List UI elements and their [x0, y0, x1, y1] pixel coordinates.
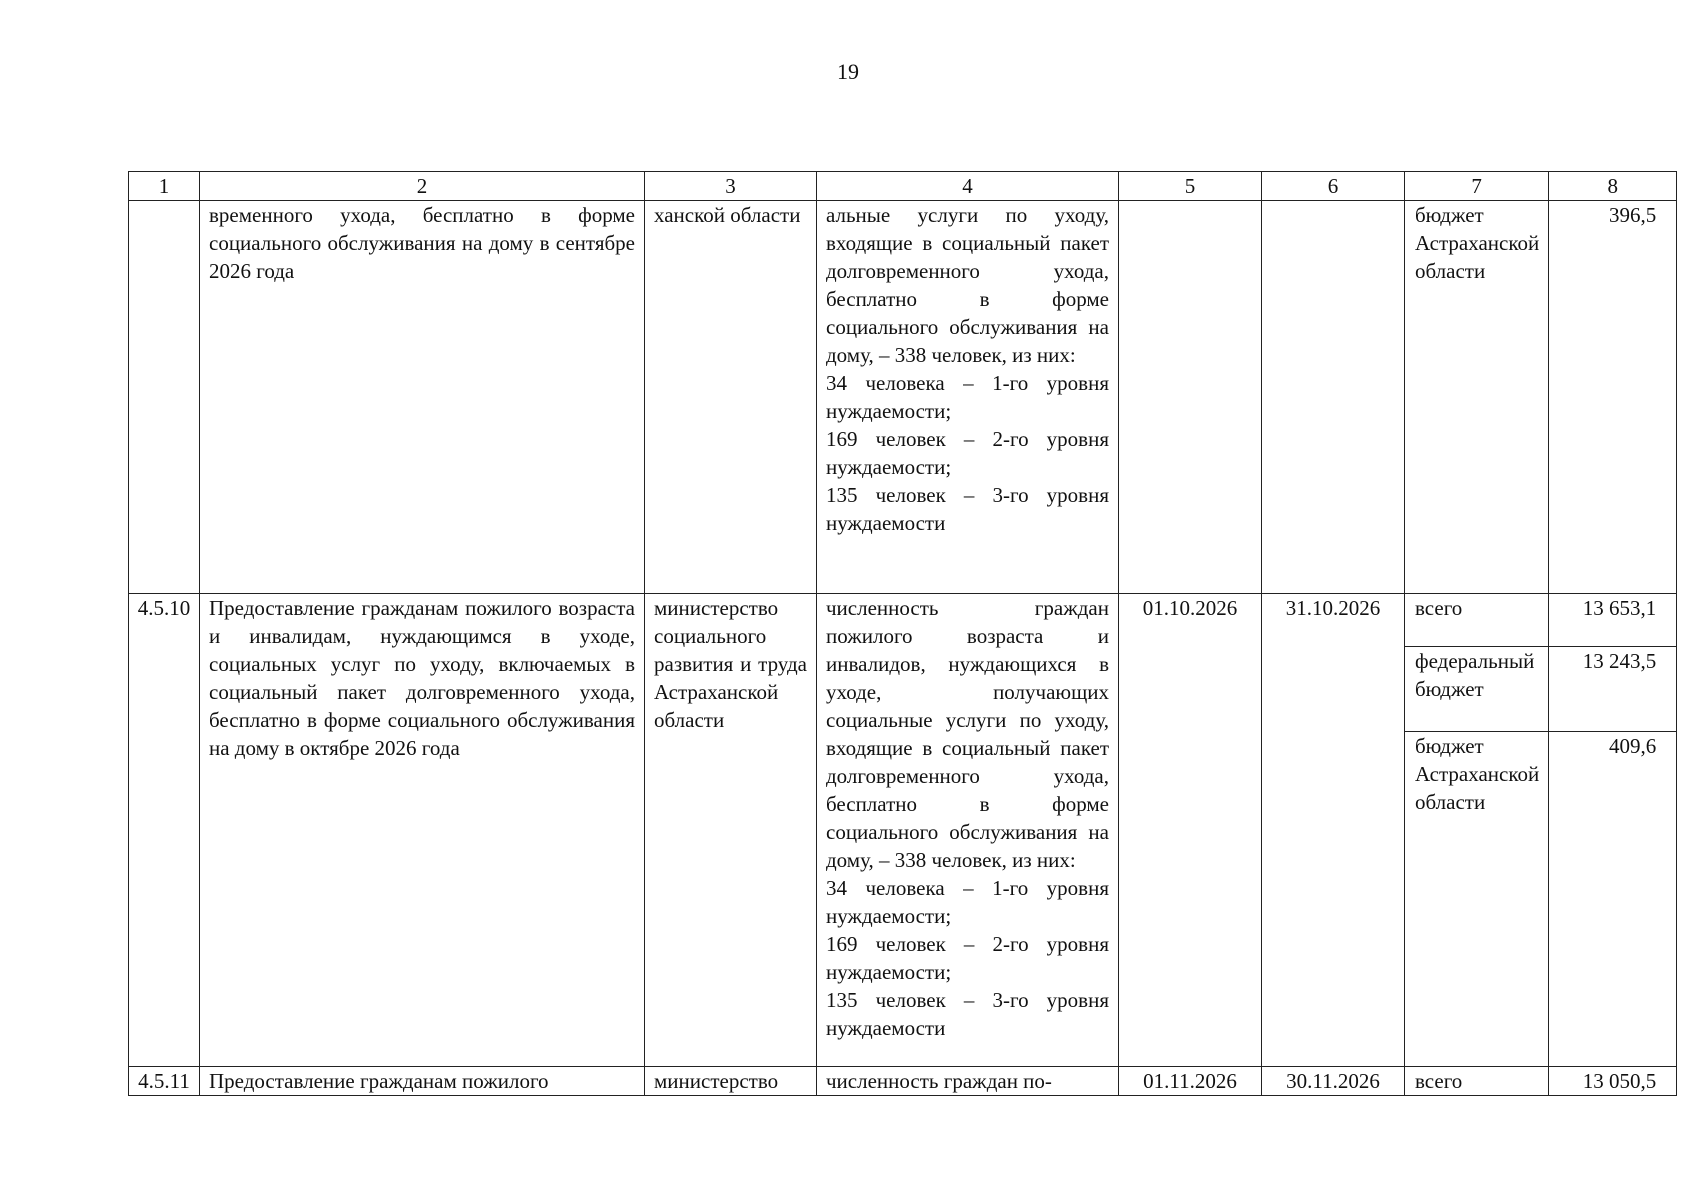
activity-plan-table [128, 171, 1677, 1096]
result-line: численность граждан пожилого возраста и инвалидов, нуждающихся в уходе, получающих социальные услуги по уходу, входящие в социальный пакет долговременного ухода, бесплатно в форме социального обслуживания на дому, – 338 человек, из них: [826, 596, 1109, 872]
column-number: 2 [200, 172, 645, 201]
result-cell: численность граждан по- [817, 1067, 1119, 1096]
funding-amount-cell: 13 243,5 [1549, 647, 1677, 732]
table-row-continued [129, 201, 1677, 594]
result-line: 169 человек – 2-го уровня нуждаемости; [826, 427, 1109, 479]
page-number: 19 [837, 59, 859, 84]
column-number-row [129, 172, 1677, 201]
column-number: 3 [645, 172, 817, 201]
row-number-cell [129, 201, 200, 594]
column-number: 4 [817, 172, 1119, 201]
result-line: альные услуги по уходу, входящие в социальный пакет долговременного ухода, бесплатно в форме социального обслуживания на дому, – 338 человек, из них: [826, 203, 1109, 367]
responsible-cell: министерство социального развития и труда Астраханской области [645, 594, 817, 1067]
table-row-4-5-11 [129, 1067, 1677, 1096]
funding-amount-cell: 396,5 [1549, 201, 1677, 594]
funding-amount-cell: 409,6 [1549, 732, 1677, 1067]
table-row-4-5-10 [129, 594, 1677, 647]
result-line: 135 человек – 3-го уровня нуждаемости [826, 988, 1109, 1040]
column-number: 7 [1405, 172, 1549, 201]
funding-amount-cell: 13 050,5 [1549, 1067, 1677, 1096]
result-line: 169 человек – 2-го уровня нуждаемости; [826, 932, 1109, 984]
column-number: 6 [1262, 172, 1405, 201]
responsible-cell: министерство [645, 1067, 817, 1096]
column-number: 1 [129, 172, 200, 201]
responsible-cell: ханской области [645, 201, 817, 594]
row-number-cell: 4.5.10 [129, 594, 200, 1067]
funding-source-cell: всего [1405, 594, 1549, 647]
result-cell [817, 594, 1119, 1067]
result-cell [817, 201, 1119, 594]
funding-source-cell: всего [1405, 1067, 1549, 1096]
funding-amount-cell: 13 653,1 [1549, 594, 1677, 647]
end-date-cell: 31.10.2026 [1262, 594, 1405, 1067]
start-date-cell [1119, 201, 1262, 594]
column-number: 8 [1549, 172, 1677, 201]
column-number: 5 [1119, 172, 1262, 201]
end-date-cell [1262, 201, 1405, 594]
result-line: 135 человек – 3-го уровня нуждаемости [826, 483, 1109, 535]
result-line: 34 человека – 1-го уровня нуждаемости; [826, 371, 1109, 423]
start-date-cell: 01.11.2026 [1119, 1067, 1262, 1096]
activity-name-cell: Предоставление гражданам пожилого [200, 1067, 645, 1096]
activity-name-cell: временного ухода, бесплатно в форме социального обслуживания на дому в сентябре 2026 года [200, 201, 645, 594]
end-date-cell: 30.11.2026 [1262, 1067, 1405, 1096]
row-number-cell: 4.5.11 [129, 1067, 200, 1096]
funding-source-cell: федеральный бюджет [1405, 647, 1549, 732]
funding-source-cell: бюджет Астраханской области [1405, 732, 1549, 1067]
activity-name-cell: Предоставление гражданам пожилого возраста и инвалидам, нуждающимся в уходе, социальных услуг по уходу, включаемых в социальный пакет долговременного ухода, бесплатно в форме социального обслуживания на дому в октябре 2026 года [200, 594, 645, 1067]
funding-source-cell: бюджет Астраханской области [1405, 201, 1549, 594]
result-line: 34 человека – 1-го уровня нуждаемости; [826, 876, 1109, 928]
start-date-cell: 01.10.2026 [1119, 594, 1262, 1067]
